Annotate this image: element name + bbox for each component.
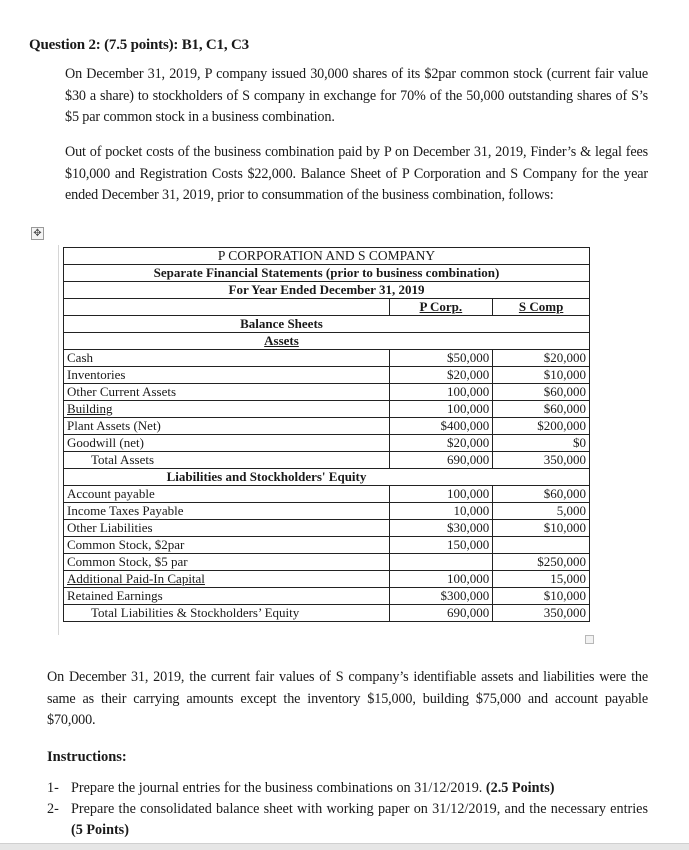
p-corp-value: 690,000	[389, 452, 493, 469]
s-comp-value: $20,000	[493, 350, 590, 367]
p-corp-value: 690,000	[389, 605, 493, 622]
liabilities-equity-heading: Liabilities and Stockholders' Equity	[64, 469, 590, 486]
instruction-text: Prepare the journal entries for the business combinations on 31/12/2019. (2.5 Points)	[71, 780, 555, 796]
p-corp-value: $20,000	[389, 435, 493, 452]
row-label: Additional Paid-In Capital	[64, 571, 390, 588]
s-comp-value: $60,000	[493, 384, 590, 401]
row-label: Cash	[64, 350, 390, 367]
table-row	[64, 520, 590, 537]
table-row	[64, 554, 590, 571]
p-corp-value: $30,000	[389, 520, 493, 537]
s-comp-value	[493, 537, 590, 554]
financial-statement-table	[63, 247, 590, 622]
row-label: Income Taxes Payable	[64, 503, 390, 520]
fair-value-paragraph: On December 31, 2019, the current fair values of S company’s identifiable assets and liabilities were the same as their carrying amounts except the inventory $15,000, building $75,000 and account payable $70,000.	[47, 669, 648, 728]
row-label: Retained Earnings	[64, 588, 390, 605]
row-label: Plant Assets (Net)	[64, 418, 390, 435]
table-move-handle-icon[interactable]: ✥	[31, 227, 44, 240]
column-header-p-corp: P Corp.	[389, 299, 493, 316]
row-label: Common Stock, $5 par	[64, 554, 390, 571]
row-label: Building	[64, 401, 390, 418]
column-header-s-comp: S Comp	[493, 299, 590, 316]
row-label: Account payable	[64, 486, 390, 503]
instruction-item	[47, 799, 648, 841]
row-label: Total Liabilities & Stockholders’ Equity	[64, 605, 390, 622]
s-comp-value: $60,000	[493, 486, 590, 503]
balance-sheets-heading: Balance Sheets	[64, 316, 590, 333]
p-corp-value: $50,000	[389, 350, 493, 367]
p-corp-value	[389, 554, 493, 571]
s-comp-value: $200,000	[493, 418, 590, 435]
p-corp-value: 100,000	[389, 486, 493, 503]
intro-paragraph: On December 31, 2019, P company issued 30,000 shares of its $2par common stock (current fair value $30 a share) to stockholders of S company in exchange for 70% of the 50,000 outstanding shares of S’s $5 par common stock in a business combination.	[65, 66, 648, 125]
instruction-number: 2-	[47, 801, 59, 817]
s-comp-value: $0	[493, 435, 590, 452]
statement-period: For Year Ended December 31, 2019	[64, 282, 590, 299]
header-blank-cell	[64, 299, 390, 316]
question-title: Question 2: (7.5 points): B1, C1, C3	[29, 37, 249, 53]
table-row	[64, 537, 590, 554]
s-comp-value: 5,000	[493, 503, 590, 520]
table-row	[64, 588, 590, 605]
table-guide-line	[58, 245, 59, 635]
costs-paragraph: Out of pocket costs of the business combination paid by P on December 31, 2019, Finder’s & legal fees $10,000 and Registration Costs $22,000. Balance Sheet of P Corporation and S Company for the year ended December 31, 2019, prior to consummation of the business combination, follows:	[65, 144, 648, 203]
p-corp-value: 150,000	[389, 537, 493, 554]
table-resize-handle[interactable]	[585, 635, 594, 644]
statement-company-title: P CORPORATION AND S COMPANY	[64, 248, 590, 265]
table-row	[64, 350, 590, 367]
instruction-number: 1-	[47, 780, 59, 796]
instruction-item	[47, 778, 648, 799]
s-comp-value: 15,000	[493, 571, 590, 588]
p-corp-value: 10,000	[389, 503, 493, 520]
table-row	[64, 367, 590, 384]
table-row-total	[64, 452, 590, 469]
p-corp-value: $300,000	[389, 588, 493, 605]
s-comp-value: 350,000	[493, 605, 590, 622]
p-corp-value: 100,000	[389, 571, 493, 588]
row-label: Total Assets	[64, 452, 390, 469]
s-comp-value: 350,000	[493, 452, 590, 469]
table-row-total	[64, 605, 590, 622]
row-label: Common Stock, $2par	[64, 537, 390, 554]
row-label: Goodwill (net)	[64, 435, 390, 452]
s-comp-value: $10,000	[493, 588, 590, 605]
table-row	[64, 418, 590, 435]
table-row	[64, 384, 590, 401]
s-comp-value: $250,000	[493, 554, 590, 571]
p-corp-value: $20,000	[389, 367, 493, 384]
table-row	[64, 401, 590, 418]
instructions-heading: Instructions:	[47, 749, 127, 765]
instruction-points: (2.5 Points)	[485, 780, 555, 796]
assets-heading: Assets	[64, 333, 590, 350]
p-corp-value: 100,000	[389, 401, 493, 418]
table-row	[64, 486, 590, 503]
row-label: Other Current Assets	[64, 384, 390, 401]
table-row	[64, 503, 590, 520]
p-corp-value: $400,000	[389, 418, 493, 435]
instructions-list	[47, 778, 648, 841]
instruction-text: Prepare the consolidated balance sheet with working paper on 31/12/2019, and the necessary entries (5 Points)	[71, 801, 648, 838]
s-comp-value: $10,000	[493, 367, 590, 384]
p-corp-value: 100,000	[389, 384, 493, 401]
row-label: Other Liabilities	[64, 520, 390, 537]
s-comp-value: $60,000	[493, 401, 590, 418]
row-label: Inventories	[64, 367, 390, 384]
statement-subtitle: Separate Financial Statements (prior to business combination)	[64, 265, 590, 282]
table-row	[64, 571, 590, 588]
s-comp-value: $10,000	[493, 520, 590, 537]
table-row	[64, 435, 590, 452]
instruction-points: (5 Points)	[71, 822, 129, 838]
